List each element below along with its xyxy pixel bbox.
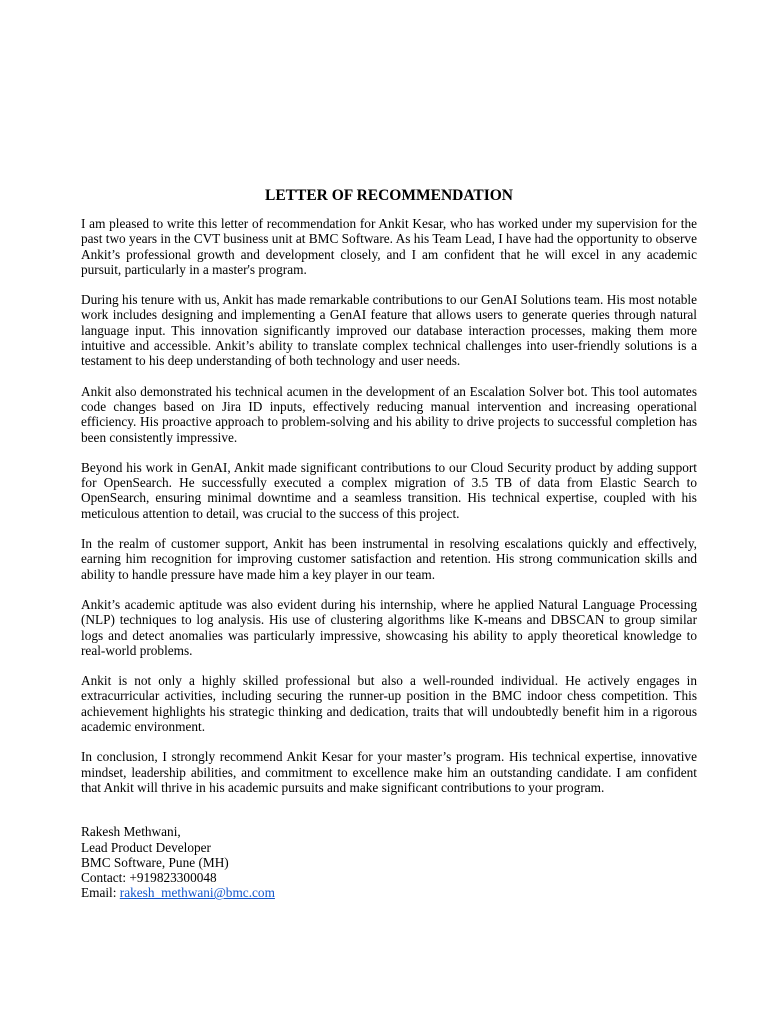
paragraph-opensearch-migration: Beyond his work in GenAI, Ankit made significant contributions to our Cloud Security product by adding support for OpenSearch. He successfully executed a complex migration of 3.5 TB of data from Elastic Search to OpenSearch, ensuring minimal downtime and a seamless transition. His technical expertise, coupled with his meticulous attention to detail, was crucial to the success of this project.	[81, 459, 697, 521]
paragraph-genai-contributions: During his tenure with us, Ankit has made remarkable contributions to our GenAI Solutions team. His most notable work includes designing and implementing a GenAI feature that allows users to generate queries through natural language input. This innovation significantly improved our database interaction processes, making them more intuitive and accessible. Ankit’s ability to translate complex technical challenges into user-friendly solutions is a testament to his deep understanding of both technology and user needs.	[81, 292, 697, 369]
paragraph-escalation-bot: Ankit also demonstrated his technical acumen in the development of an Escalation Solver bot. This tool automates code changes based on Jira ID inputs, effectively reducing manual intervention and increasing operational efficiency. His proactive approach to problem-solving and his ability to drive projects to successful completion has been consistently impressive.	[81, 383, 697, 445]
paragraph-extracurricular: Ankit is not only a highly skilled professional but also a well-rounded individual. He actively engages in extracurricular activities, including securing the runner-up position in the BMC indoor chess competition. This achievement highlights his strategic thinking and dedication, traits that will undoubtedly benefit him in a rigorous academic environment.	[81, 673, 697, 735]
letter-page	[81, 187, 697, 901]
paragraph-introduction: I am pleased to write this letter of recommendation for Ankit Kesar, who has worked under my supervision for the past two years in the CVT business unit at BMC Software. As his Team Lead, I have had the opportunity to observe Ankit’s professional growth and development closely, and I am confident that he will excel in any academic pursuit, particularly in a master's program.	[81, 216, 697, 277]
signature-block	[81, 824, 697, 900]
signer-contact: Contact: +919823300048	[81, 870, 217, 886]
email-link[interactable]: rakesh_methwani@bmc.com	[119, 885, 275, 901]
signer-email-line	[81, 885, 697, 900]
signer-role: Lead Product Developer	[81, 839, 211, 855]
signer-company: BMC Software, Pune (MH)	[81, 854, 229, 870]
paragraph-customer-support: In the realm of customer support, Ankit has been instrumental in resolving escalations quickly and effectively, earning him recognition for improving customer satisfaction and retention. His strong communication skills and ability to handle pressure have made him a key player in our team.	[81, 536, 697, 582]
email-label: Email:	[81, 885, 120, 901]
signer-name: Rakesh Methwani,	[81, 824, 181, 840]
paragraph-conclusion: In conclusion, I strongly recommend Ankit Kesar for your master’s program. His technical expertise, innovative mindset, leadership abilities, and commitment to excellence make him an outstanding candidate. I am confident that Ankit will thrive in his academic pursuits and make significant contributions to your program.	[81, 749, 697, 795]
letter-title: LETTER OF RECOMMENDATION	[264, 187, 513, 204]
paragraph-internship: Ankit’s academic aptitude was also evident during his internship, where he applied Natural Language Processing (NLP) techniques to log analysis. His use of clustering algorithms like K-means and DBSCAN to group similar logs and detect anomalies was particularly impressive, showcasing his ability to apply theoretical knowledge to real-world problems.	[81, 596, 697, 658]
